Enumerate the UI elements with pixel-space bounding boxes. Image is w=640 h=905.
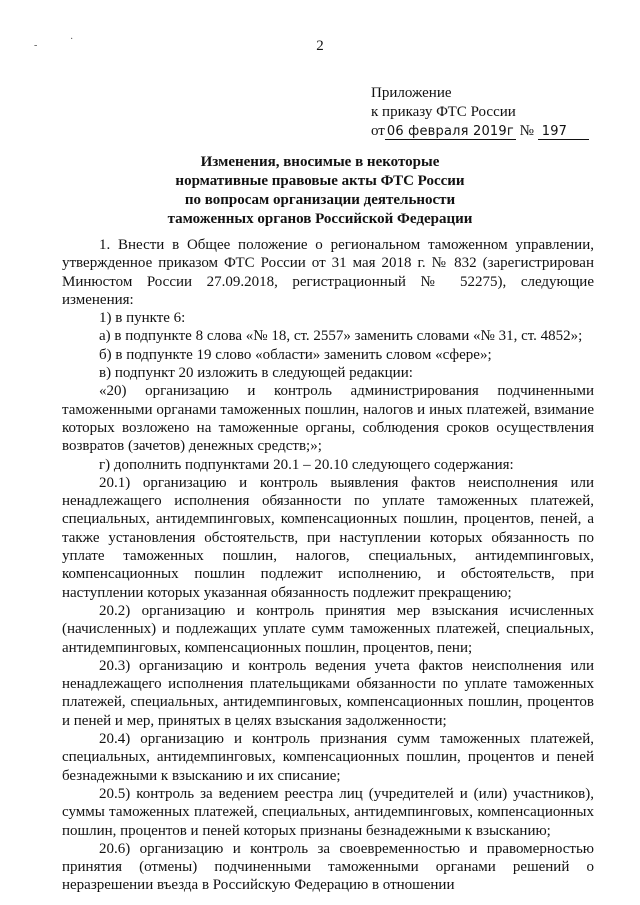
appendix-label: Приложение xyxy=(371,85,452,101)
document-title xyxy=(0,153,640,229)
paragraph: б) в подпункте 19 слово «области» заменить словом «сфере»; xyxy=(99,346,492,363)
document-body xyxy=(62,236,594,895)
scan-artifact: - xyxy=(34,40,38,51)
date-prefix: от xyxy=(371,123,385,139)
paragraph: г) дополнить подпунктами 20.1 – 20.10 следующего содержания: xyxy=(99,456,514,473)
number-prefix: № xyxy=(519,123,534,139)
scan-artifact: · xyxy=(70,34,74,45)
order-number: 197 xyxy=(538,124,589,140)
page-number: 2 xyxy=(316,38,324,54)
paragraph: 20.3) организацию и контроль ведения учета фактов неисполнения или ненадлежащего исполнения плательщиками обязанности по уплате таможенных платежей, специальных, антидемпинговых, компенсационных пошлин, процентов и пеней и мер, принятых в целях взыскания задолженности; xyxy=(62,657,594,729)
paragraph: 20.5) контроль за ведением реестра лиц (учредителей и (или) участников), суммы таможенных платежей, специальных, антидемпинговых, компенсационных пошлин, процентов и пеней которых признаны безнадежными к взысканию; xyxy=(62,785,594,839)
paragraph: 1. Внести в Общее положение о региональном таможенном управлении, утвержденное приказом ФТС России от 31 мая 2018 г. № 832 (зарегистрирован Минюстом России 27.09.2018, регистрационный № 52275), следующие изменения: xyxy=(62,237,594,308)
title-line: Изменения, вносимые в некоторые xyxy=(200,154,440,170)
paragraph: 20.6) организацию и контроль за своевременностью и правомерностью принятия (отмены) подчиненными таможенными органами решений о неразрешении въезда в Российскую Федерацию в отношении xyxy=(62,840,594,894)
appendix-order-ref: к приказу ФТС России xyxy=(371,104,516,120)
title-line: по вопросам организации деятельности xyxy=(184,192,456,208)
appendix-block xyxy=(371,84,589,141)
appendix-date-line xyxy=(371,122,589,141)
paragraph: «20) организацию и контроль администрирования подчиненными таможенными органами таможенных пошлин, налогов и иных платежей, взимание которых возложено на таможенные органы, соблюдения сроков осуществления возвратов (зачетов) денежных средств;»; xyxy=(62,383,594,455)
title-line: нормативные правовые акты ФТС России xyxy=(175,173,465,189)
title-line: таможенных органов Российской Федерации xyxy=(167,211,473,227)
order-date: 06 февраля 2019г xyxy=(386,124,514,139)
paragraph: 20.1) организацию и контроль выявления фактов неисполнения или ненадлежащего исполнения обязанности по уплате таможенных платежей, специальных, антидемпинговых, компенсационных пошлин, процентов, пеней, а также установления обстоятельств, при наступлении которых обязанность по уплате таможенных пошлин, налогов, специальных, антидемпинговых, компенсационных пошлин подлежит исполнению, и обстоятельств, при наступлении которых указанная обязанность подлежит прекращению; xyxy=(62,474,594,601)
paragraph: 20.2) организацию и контроль принятия мер взыскания исчисленных (начисленных) и подлежащих уплате сумм таможенных платежей, специальных, антидемпинговых, компенсационных пошлин, процентов, пени; xyxy=(62,602,594,656)
paragraph: в) подпункт 20 изложить в следующей редакции: xyxy=(99,365,413,382)
paragraph: 1) в пункте 6: xyxy=(99,310,186,327)
paragraph: а) в подпункте 8 слова «№ 18, ст. 2557» заменить словами «№ 31, ст. 4852»; xyxy=(99,328,583,345)
paragraph: 20.4) организацию и контроль признания сумм таможенных платежей, специальных, антидемпинговых, компенсационных пошлин, процентов и пеней безнадежными к взысканию и их списание; xyxy=(62,731,594,784)
